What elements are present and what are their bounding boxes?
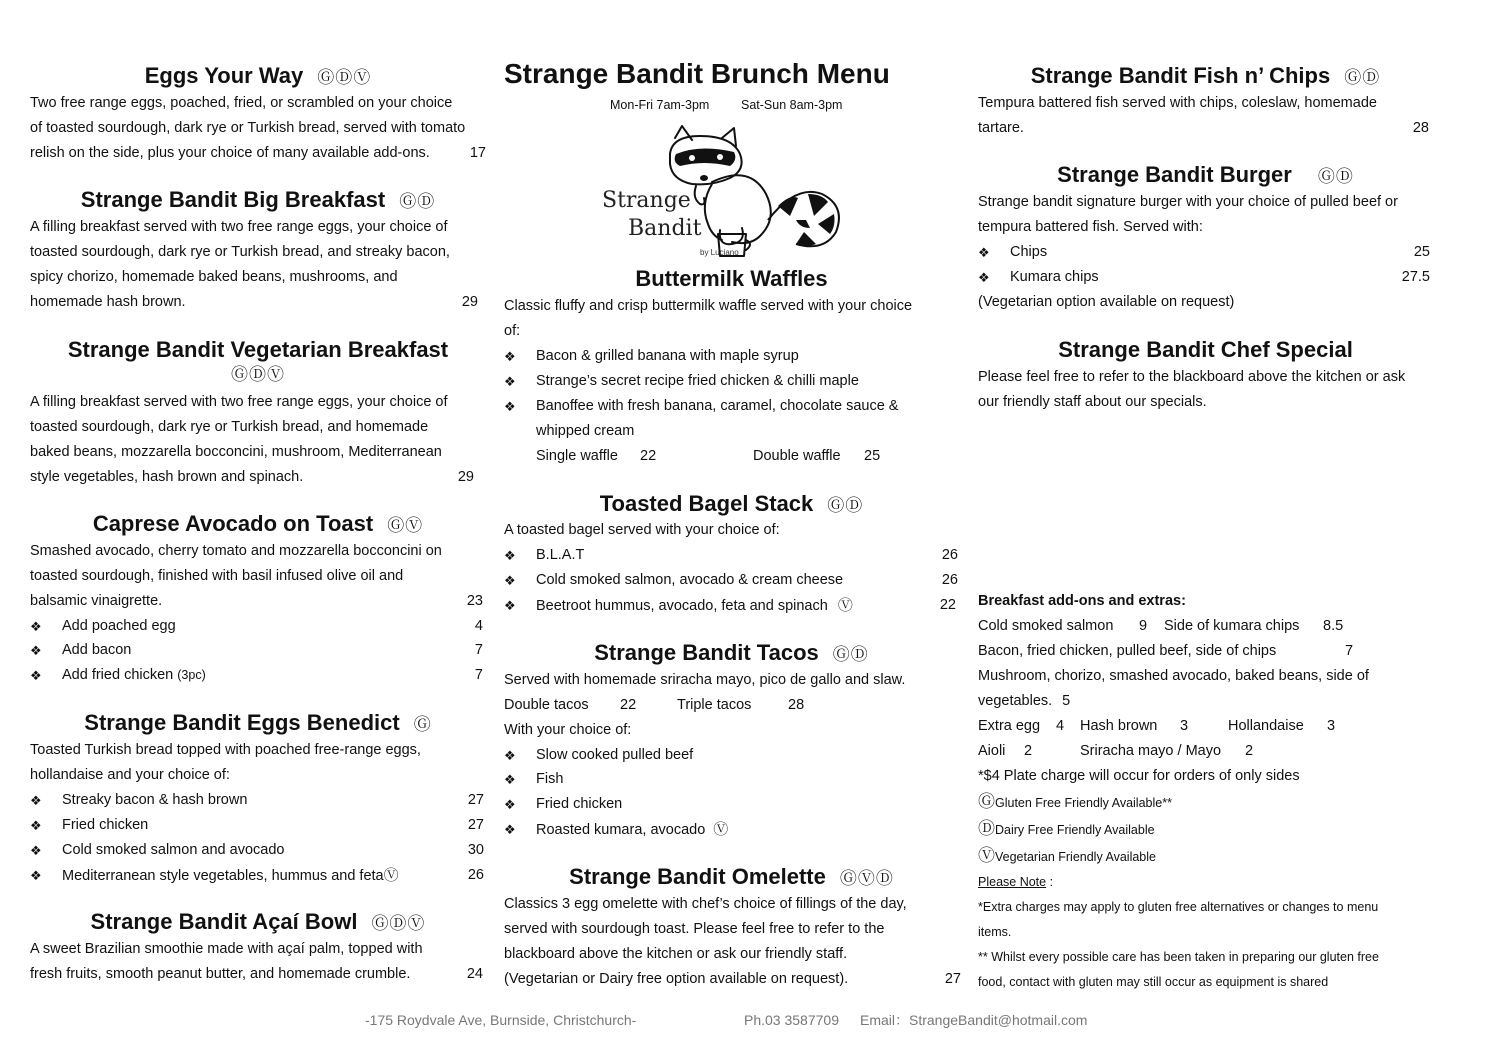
- burger-note: (Vegetarian option available on request): [978, 294, 1235, 310]
- footer-address: -175 Roydvale Ave, Burnside, Christchurch-: [365, 1012, 637, 1028]
- acai-bowl-description: A sweet Brazilian smoothie made with açaí palm, topped with fresh fruits, smooth peanut butter, and homemade crumble. 24: [30, 937, 486, 987]
- dietary-symbols: ⒼⒹ: [1317, 167, 1354, 186]
- addons-title: Breakfast add-ons and extras:: [978, 593, 1186, 609]
- logo-text: Strange: [602, 188, 691, 213]
- legend-vegetarian: ⓋVegetarian Friendly Available: [978, 846, 1156, 865]
- tacos-choice-label: With your choice of:: [504, 722, 632, 738]
- bullet-icon: ❖: [504, 374, 516, 389]
- chef-special-heading: Strange Bandit Chef Special: [1058, 337, 1353, 362]
- plate-charge-note: *$4 Plate charge will occur for orders of only sides: [978, 768, 1300, 784]
- dietary-symbols: ⒼⒹ: [832, 645, 869, 664]
- footer: [0, 1010, 1497, 1030]
- list-item: ❖ Streaky bacon & hash brown 27: [30, 788, 486, 813]
- price: 23: [466, 593, 483, 609]
- burger-description: Strange bandit signature burger with your choice of pulled beef or tempura battered fish. Served with:: [978, 194, 1398, 235]
- tacos-heading: Strange Bandit Tacos ⒼⒹ: [594, 640, 869, 665]
- bullet-icon: ❖: [504, 772, 516, 787]
- addon-row: Extra egg 4 Hash brown 3 Hollandaise 3: [978, 718, 1336, 734]
- footer-phone: Ph.03 3587709: [744, 1012, 839, 1028]
- omelette-description: Classics 3 egg omelette with chef’s choice of fillings of the day, served with sourdough toast. Please feel free to refer to the blackboard above the kitchen or ask our friendly staff. (Vegetarian or Dairy free option available on request). 27: [504, 892, 959, 992]
- list-item: ❖ Strange’s secret recipe fried chicken & chilli maple: [504, 369, 959, 394]
- logo-byline: by Luciano: [700, 248, 739, 257]
- dairy-free-icon: Ⓓ: [978, 819, 995, 838]
- bagel-description: A toasted bagel served with your choice of:: [504, 522, 780, 538]
- price: 29: [461, 294, 478, 310]
- dietary-symbols: ⒼⒹⓋ: [371, 914, 426, 933]
- bullet-icon: ❖: [30, 643, 42, 658]
- addon-row: vegetables. 5: [978, 693, 1071, 709]
- big-breakfast-description: A filling breakfast served with two free range eggs, your choice of toasted sourdough, dark rye or Turkish bread, and streaky bacon, spicy chorizo, homemade baked beans, mushrooms, and homemade hash brown. 29: [30, 215, 486, 315]
- bullet-icon: ❖: [30, 668, 42, 683]
- eggs-your-way-heading: Eggs Your Way ⒼⒹⓋ: [144, 63, 372, 88]
- addon-row: Cold smoked salmon 9 Side of kumara chips 8.5: [978, 618, 1344, 634]
- please-note: Please Note :: [978, 875, 1054, 889]
- bullet-icon: ❖: [978, 270, 990, 285]
- dietary-symbols: ⒼⒹ: [399, 192, 436, 211]
- list-item: ❖ B.L.A.T 26: [504, 543, 959, 568]
- list-item: ❖ Bacon & grilled banana with maple syrup: [504, 344, 959, 369]
- bullet-icon: ❖: [504, 399, 516, 414]
- bullet-icon: ❖: [30, 818, 42, 833]
- waffles-description: Classic fluffy and crisp buttermilk waffle served with your choice of:: [504, 298, 913, 339]
- legend-gluten-free: ⒼGluten Free Friendly Available**: [978, 792, 1172, 811]
- dietary-symbols: ⒼⒹⓋ: [317, 68, 372, 87]
- vegetarian-symbol: Ⓥ: [837, 597, 853, 614]
- bullet-icon: ❖: [30, 868, 42, 883]
- caprese-description: Smashed avocado, cherry tomato and mozzarella bocconcini on toasted sourdough, finished with basil infused olive oil and balsamic vinaigrette. 23: [30, 539, 486, 614]
- tacos-prices: Double tacos 22 Triple tacos 28: [504, 697, 805, 713]
- list-item: ❖ Kumara chips 27.5: [978, 265, 1433, 290]
- list-item: ❖ Mediterranean style vegetables, hummus and fetaⓋ 26: [30, 863, 486, 888]
- bullet-icon: ❖: [30, 619, 42, 634]
- bagel-heading: Toasted Bagel Stack ⒼⒹ: [599, 491, 864, 516]
- bullet-icon: ❖: [504, 797, 516, 812]
- legend-dairy-free: ⒹDairy Free Friendly Available: [978, 819, 1155, 838]
- bullet-icon: ❖: [504, 598, 516, 613]
- dietary-symbols: ⒼⒹ: [1344, 68, 1381, 87]
- addon-row: Aioli 2 Sriracha mayo / Mayo 2: [978, 743, 1254, 759]
- list-item-continued: whipped cream: [536, 423, 635, 439]
- fish-chips-description: Tempura battered fish served with chips, coleslaw, homemade tartare. 28: [978, 91, 1433, 141]
- list-item: ❖ Add poached egg 4: [30, 614, 486, 639]
- bullet-icon: ❖: [504, 822, 516, 837]
- waffles-heading: Buttermilk Waffles: [635, 266, 828, 291]
- vegetarian-breakfast-description: A filling breakfast served with two free range eggs, your choice of toasted sourdough, dark rye or Turkish bread, and homemade baked beans, mozzarella bocconcini, mushroom, Mediterranean style vegetables, hash brown and spinach. 29: [30, 390, 486, 490]
- dietary-symbols: ⒼⒹⓋ: [231, 365, 285, 384]
- addon-row: Bacon, fried chicken, pulled beef, side of chips 7: [978, 643, 1354, 659]
- list-item: ❖ Roasted kumara, avocado Ⓥ: [504, 817, 959, 842]
- waffle-prices: Single waffle 22 Double waffle 25: [536, 448, 881, 464]
- tacos-description: Served with homemade sriracha mayo, pico de gallo and slaw.: [504, 672, 906, 688]
- acai-bowl-heading: Strange Bandit Açaí Bowl ⒼⒹⓋ: [90, 909, 426, 934]
- vegetarian-symbol: Ⓥ: [713, 821, 729, 838]
- list-item: ❖ Fried chicken 27: [30, 813, 486, 838]
- list-item: ❖ Cold smoked salmon, avocado & cream cheese 26: [504, 568, 959, 593]
- vegetarian-breakfast-heading: Strange Bandit Vegetarian Breakfast ⒼⒹⓋ: [30, 337, 486, 387]
- dietary-symbols: ⒼⒹ: [827, 496, 864, 515]
- strange-bandit-logo: [600, 124, 850, 264]
- vegetarian-icon: Ⓥ: [978, 846, 995, 865]
- bullet-icon: ❖: [30, 843, 42, 858]
- list-item: ❖ Add bacon 7: [30, 638, 486, 663]
- footer-email: Email：StrangeBandit@hotmail.com: [860, 1012, 1088, 1028]
- page-title: Strange Bandit Brunch Menu: [504, 58, 890, 89]
- list-item: ❖ Fried chicken: [504, 792, 959, 817]
- vegetarian-symbol: Ⓥ: [383, 867, 399, 884]
- big-breakfast-heading: Strange Bandit Big Breakfast ⒼⒹ: [80, 187, 436, 212]
- dietary-symbols: Ⓖ: [413, 715, 432, 734]
- price: 27: [944, 971, 961, 987]
- list-item: ❖ Add fried chicken (3pc) 7: [30, 663, 486, 688]
- bullet-icon: ❖: [504, 349, 516, 364]
- bullet-icon: ❖: [504, 548, 516, 563]
- bullet-icon: ❖: [30, 793, 42, 808]
- list-item: ❖ Slow cooked pulled beef: [504, 743, 959, 768]
- eggs-benedict-description: Toasted Turkish bread topped with poached free-range eggs, hollandaise and your choice of:: [30, 742, 421, 783]
- list-item: ❖ Banoffee with fresh banana, caramel, chocolate sauce &: [504, 394, 959, 419]
- dietary-symbols: ⒼⓋ: [387, 516, 424, 535]
- dietary-symbols: ⒼⓋⒹ: [839, 869, 894, 888]
- addons-section: Breakfast add-ons and extras: Cold smoked salmon 9 Side of kumara chips 8.5 Bacon, fried chicken, pulled beef, side of chips 7 Mushroom, chorizo, smashed avocado, baked beans, side of vegetables. 5 Extra egg 4 Hash brown 3 Hollandaise 3 Aioli 2 Sriracha mayo / Mayo 2 *$4 Plate charge will occur for orders of only sides ⒼGluten Free Friendly Available** ⒹDairy Free Friendly Available ⓋVegetarian Friendly Available Please Note : *Extra charges may apply to gluten free alternatives or changes to menu items. ** Whilst every possible care has been taken in preparing our gluten free food, contact with gluten may still occur as equipment is shared: [978, 589, 1433, 995]
- list-item: ❖ Cold smoked salmon and avocado 30: [30, 838, 486, 863]
- price: 24: [466, 966, 483, 982]
- price: 17: [469, 145, 486, 161]
- omelette-heading: Strange Bandit Omelette ⒼⓋⒹ: [569, 864, 894, 889]
- price: 29: [457, 469, 474, 485]
- price: 28: [1412, 120, 1429, 136]
- burger-heading: Strange Bandit Burger ⒼⒹ: [1057, 162, 1354, 187]
- fish-chips-heading: Strange Bandit Fish n’ Chips ⒼⒹ: [1030, 63, 1381, 88]
- chef-special-description: Please feel free to refer to the blackboard above the kitchen or ask our friendly staff about our specials.: [978, 369, 1406, 410]
- logo-text: Bandit: [628, 216, 702, 241]
- addon-row: Mushroom, chorizo, smashed avocado, baked beans, side of: [978, 668, 1369, 684]
- list-item: ❖ Beetroot hummus, avocado, feta and spinach Ⓥ 22: [504, 593, 959, 618]
- list-item: ❖ Fish: [504, 767, 959, 792]
- bullet-icon: ❖: [978, 245, 990, 260]
- eggs-benedict-heading: Strange Bandit Eggs Benedict Ⓖ: [84, 710, 432, 735]
- gluten-free-icon: Ⓖ: [978, 792, 995, 811]
- eggs-your-way-description: Two free range eggs, poached, fried, or scrambled on your choice of toasted sourdough, dark rye or Turkish bread, served with tomato relish on the side, plus your choice of many available add-ons. 17: [30, 91, 486, 166]
- bullet-icon: ❖: [504, 748, 516, 763]
- caprese-heading: Caprese Avocado on Toast ⒼⓋ: [92, 511, 424, 536]
- bullet-icon: ❖: [504, 573, 516, 588]
- list-item: ❖ Chips 25: [978, 240, 1433, 265]
